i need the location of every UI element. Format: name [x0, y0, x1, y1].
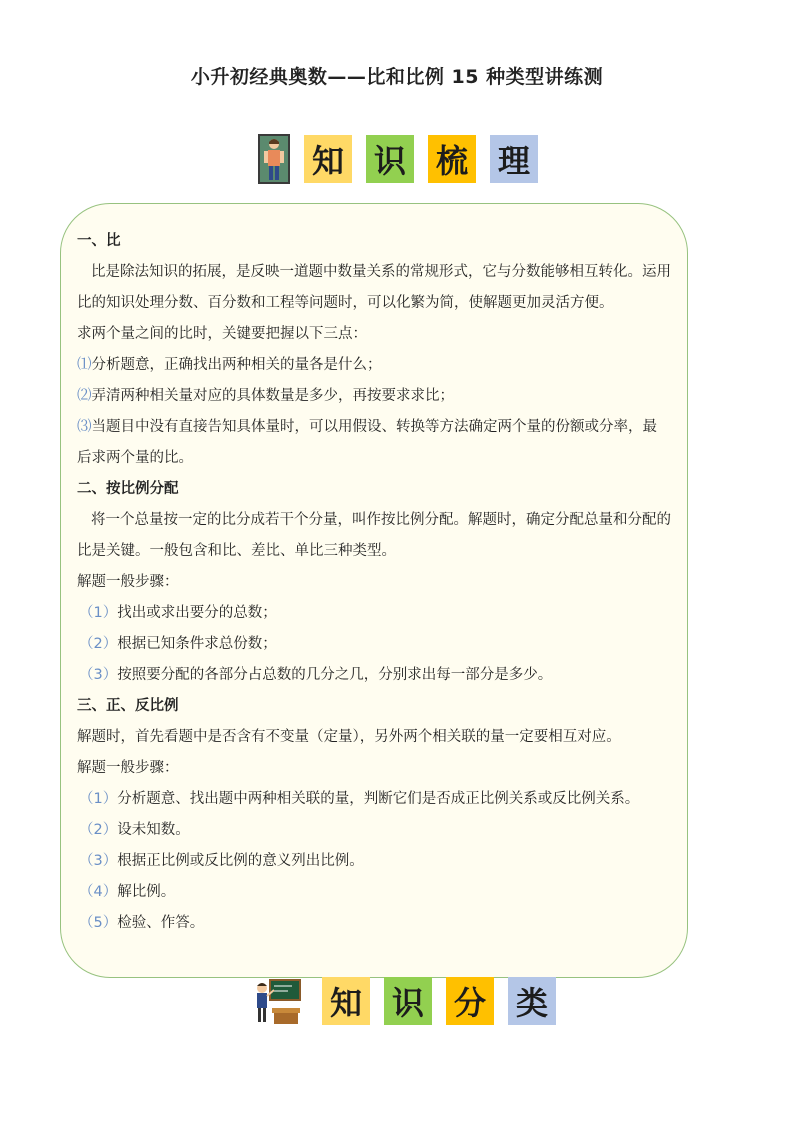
banner-tile-3: 分 [446, 977, 494, 1025]
banner-tile-2: 识 [366, 135, 414, 183]
list-number: （3） [79, 853, 118, 869]
list-item [77, 815, 727, 846]
section-heading-proportional-distribution: 二、按比例分配 [77, 481, 179, 497]
banner-tile-1: 知 [322, 977, 370, 1025]
list-number: （1） [79, 605, 118, 621]
list-number: （3） [79, 667, 118, 683]
list-item [77, 660, 727, 691]
section-heading-direct-inverse-proportion: 三、正、反比例 [77, 698, 179, 714]
list-item [77, 598, 727, 629]
banner-tile-1: 知 [304, 135, 352, 183]
paragraph: 比的知识处理分数、百分数和工程等问题时，可以化繁为简，使解题更加灵活方便。 [77, 295, 614, 311]
list-item [77, 784, 727, 815]
banner-tile-2: 识 [384, 977, 432, 1025]
list-text: 按照要分配的各部分占总数的几分之几，分别求出每一部分是多少。 [117, 667, 553, 683]
list-item [77, 412, 727, 443]
list-item [77, 629, 727, 660]
section-heading-ratio: 一、比 [77, 233, 121, 249]
list-text: 找出或求出要分的总数； [117, 605, 277, 621]
paragraph: 解题时，首先看题中是否含有不变量（定量），另外两个相关联的量一定要相互对应。 [77, 729, 621, 745]
list-number: ⑵ [77, 388, 92, 404]
list-item [77, 350, 727, 381]
list-text: 根据已知条件求总份数； [117, 636, 277, 652]
list-text: 分析题意、找出题中两种相关联的量，判断它们是否成正比例关系或反比例关系。 [117, 791, 640, 807]
list-text: 分析题意，正确找出两种相关的量各是什么； [91, 357, 382, 373]
list-item [77, 846, 727, 877]
steps-label: 解题一般步骤： [77, 574, 179, 590]
paragraph: 将一个总量按一定的比分成若干个分量，叫作按比例分配。解题时，确定分配总量和分配的 [91, 512, 671, 528]
list-number: （5） [79, 915, 118, 931]
knowledge-content [77, 226, 727, 939]
list-number: （4） [79, 884, 118, 900]
paragraph: 比是关键。一般包含和比、差比、单比三种类型。 [77, 543, 396, 559]
list-number: （2） [79, 822, 118, 838]
list-item [77, 381, 727, 412]
teacher-blackboard-icon [252, 976, 302, 1026]
list-text: 当题目中没有直接告知具体量时，可以用假设、转换等方法确定两个量的份额或分率，最 [91, 419, 657, 435]
list-number: ⑴ [77, 357, 92, 373]
list-text: 弄清两种相关量对应的具体数量是多少，再按要求求比； [91, 388, 454, 404]
list-text: 解比例。 [117, 884, 176, 900]
banner-tile-4: 类 [508, 977, 556, 1025]
list-item [77, 908, 727, 939]
list-text: 设未知数。 [117, 822, 190, 838]
list-number: （2） [79, 636, 118, 652]
banner-knowledge-classification [252, 976, 556, 1026]
list-item [77, 877, 727, 908]
list-text: 根据正比例或反比例的意义列出比例。 [117, 853, 364, 869]
list-number: （1） [79, 791, 118, 807]
list-number: ⑶ [77, 419, 92, 435]
banner-tile-4: 理 [490, 135, 538, 183]
paragraph: 比是除法知识的拓展，是反映一道题中数量关系的常规形式，它与分数能够相互转化。运用 [91, 264, 671, 280]
teacher-figure-icon [258, 134, 290, 184]
banner-tile-3: 梳 [428, 135, 476, 183]
steps-label: 解题一般步骤： [77, 760, 179, 776]
banner-knowledge-review [258, 134, 538, 184]
list-item-continuation: 后求两个量的比。 [77, 450, 193, 466]
paragraph: 求两个量之间的比时，关键要把握以下三点： [77, 326, 367, 342]
document-title: 小升初经典奥数——比和比例 15 种类型讲练测 [190, 66, 604, 88]
list-text: 检验、作答。 [117, 915, 205, 931]
